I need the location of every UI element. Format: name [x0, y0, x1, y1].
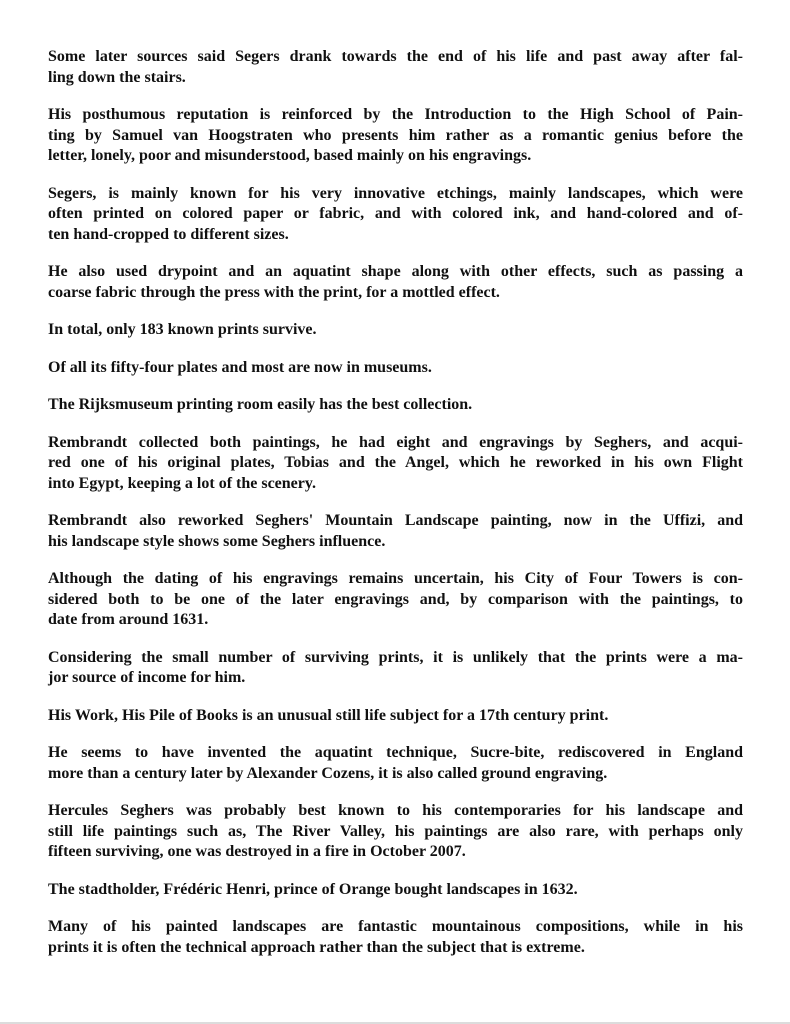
text-line: Some later sources said Segers drank towards the end of his life and past away after fal- [48, 48, 743, 65]
text-line: The stadtholder, Frédéric Henri, prince of Orange bought landscapes in 1632. [48, 880, 578, 898]
paragraph [48, 433, 743, 495]
text-line: His Work, His Pile of Books is an unusual still life subject for a 17th century print. [48, 706, 609, 724]
text-line: Although the dating of his engravings remains uncertain, his City of Four Towers is con- [48, 570, 743, 587]
text-line: Hercules Seghers was probably best known to his contemporaries for his landscape and [48, 802, 743, 819]
text-line: more than a century later by Alexander Cozens, it is also called ground engraving. [48, 764, 608, 782]
text-line: ling down the stairs. [48, 68, 186, 86]
text-line: his landscape style shows some Seghers influence. [48, 532, 386, 550]
text-line: Rembrandt collected both paintings, he had eight and engravings by Seghers, and acqui- [48, 433, 743, 451]
paragraph [48, 648, 743, 689]
text-line: In total, only 183 known prints survive. [48, 321, 317, 338]
paragraph [48, 801, 743, 863]
text-line: His posthumous reputation is reinforced by the Introduction to the High School of Pain- [48, 106, 743, 123]
text-line: Of all its fifty-four plates and most are now in museums. [48, 358, 432, 376]
paragraph [48, 880, 743, 901]
text-line: letter, lonely, poor and misunderstood, based mainly on his engravings. [48, 147, 532, 164]
paragraph [48, 262, 743, 303]
text-line: red one of his original plates, Tobias and the Angel, which he reworked in his own Flight [48, 454, 743, 471]
text-line: He seems to have invented the aquatint technique, Sucre-bite, rediscovered in England [48, 744, 743, 761]
paragraph [48, 105, 743, 167]
paragraph [48, 917, 743, 958]
text-line: prints it is often the technical approach rather than the subject that is extreme. [48, 938, 585, 956]
text-line: The Rijksmuseum printing room easily has the best collection. [48, 396, 473, 413]
text-line: coarse fabric through the press with the print, for a mottled effect. [48, 283, 500, 301]
text-line: sidered both to be one of the later engravings and, by comparison with the paintings, to [48, 590, 743, 608]
text-line: date from around 1631. [48, 611, 209, 628]
text-line: Many of his painted landscapes are fantastic mountainous compositions, while in his [48, 918, 743, 935]
text-line: Rembrandt also reworked Seghers' Mountain Landscape painting, now in the Uffizi, and [48, 512, 743, 529]
document-page [48, 47, 743, 975]
paragraph [48, 320, 743, 341]
text-line: Segers, is mainly known for his very innovative etchings, mainly landscapes, which were [48, 184, 743, 202]
paragraph [48, 743, 743, 784]
paragraph [48, 184, 743, 246]
text-line: ting by Samuel van Hoogstraten who presents him rather as a romantic genius before the [48, 126, 743, 144]
text-line: still life paintings such as, The River Valley, his paintings are also rare, with perhaps only [48, 822, 743, 840]
paragraph [48, 358, 743, 379]
paragraph [48, 395, 743, 416]
text-line: He also used drypoint and an aquatint shape along with other effects, such as passing a [48, 263, 743, 280]
paragraph [48, 47, 743, 88]
paragraph [48, 511, 743, 552]
paragraph [48, 569, 743, 631]
text-line: ten hand-cropped to different sizes. [48, 225, 289, 243]
paragraph [48, 706, 743, 727]
text-line: into Egypt, keeping a lot of the scenery. [48, 474, 316, 492]
text-line: fifteen surviving, one was destroyed in a fire in October 2007. [48, 843, 466, 860]
text-line: jor source of income for him. [48, 669, 246, 686]
text-line: often printed on colored paper or fabric, and with colored ink, and hand-colored and of- [48, 205, 743, 222]
text-line: Considering the small number of surviving prints, it is unlikely that the prints were a ma- [48, 648, 743, 666]
